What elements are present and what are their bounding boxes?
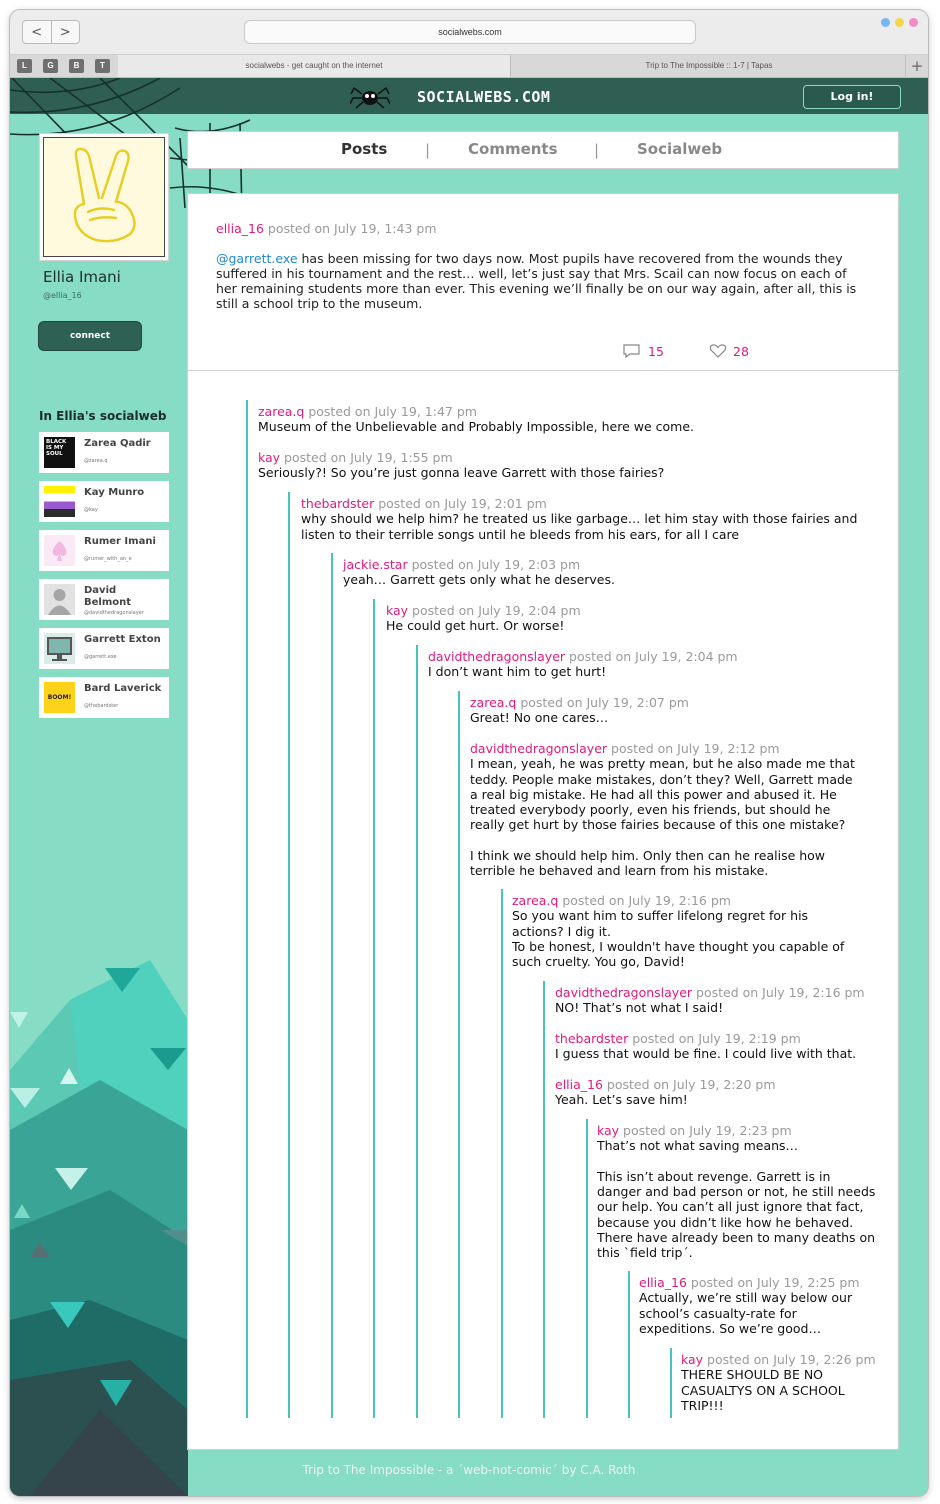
post-mention[interactable]: @garrett.exe (216, 251, 298, 266)
comment-body: why should we help him? he treated us like garbage… let him stay with those fairies and listen to their terrible songs until he bleeds from his ears, for all I care (301, 511, 858, 542)
socialweb-member-zarea[interactable] (39, 432, 169, 473)
post-header (216, 221, 866, 236)
comment-meta: posted on July 19, 1:55 pm (280, 450, 453, 465)
member-handle: @zarea.q (84, 458, 108, 464)
socialweb-member-garrett[interactable] (39, 628, 169, 669)
browser-toolbar (10, 10, 928, 55)
comment-username[interactable]: davidthedragonslayer (555, 985, 693, 1000)
socialweb-member-david[interactable] (39, 579, 169, 620)
member-name: Kay Munro (84, 487, 145, 498)
tab-separator: | (594, 141, 600, 159)
login-button[interactable]: Log in! (803, 85, 901, 109)
comment (386, 603, 876, 634)
post-username[interactable]: ellia_16 (216, 221, 264, 236)
profile-handle: @ellia_16 (43, 291, 82, 300)
post-meta: posted on July 19, 1:43 pm (263, 221, 437, 236)
thread-line-11 (670, 1348, 672, 1418)
member-name: Garrett Exton (84, 634, 161, 645)
spider-logo-icon (350, 82, 390, 112)
comment-body: THERE SHOULD BE NO CASUALTYS ON A SCHOOL TRIP!!! (681, 1367, 845, 1413)
tag-b[interactable]: B (69, 59, 84, 73)
nav-buttons (22, 20, 80, 44)
comment-username[interactable]: kay (597, 1123, 620, 1138)
tab-posts[interactable]: Posts (341, 140, 388, 158)
site-brand[interactable]: SOCIALWEBS.COM (417, 88, 551, 106)
comment-username[interactable]: jackie.star (343, 557, 408, 572)
computer-monitor-icon (44, 633, 75, 664)
member-handle: @rumer_with_an_e (84, 556, 132, 562)
comment-body: That’s not what saving means… This isn’t about revenge. Garrett is in danger and bad person or not, he still needs our help. You can’t all just ignore that fact, because you didn’t like how he behaved. There have already been to many deaths on this `field trip´. (597, 1138, 876, 1261)
thread-line-4 (373, 599, 375, 1418)
comment-meta: posted on July 19, 2:04 pm (565, 649, 738, 664)
window-dot-blue[interactable] (881, 18, 890, 27)
forward-button[interactable]: > (51, 21, 80, 43)
comment (258, 404, 878, 435)
socialweb-title: In Ellia's socialweb (39, 409, 167, 423)
socialweb-member-rumer[interactable] (39, 530, 169, 571)
comment (597, 1123, 877, 1261)
member-name: Zarea Qadir (84, 438, 151, 449)
tab-socialweb[interactable]: Socialweb (637, 140, 723, 158)
comment (428, 649, 878, 680)
socialweb-member-bard[interactable] (39, 677, 169, 718)
comment (301, 496, 866, 542)
comment-body: Yeah. Let’s save him! (555, 1092, 688, 1108)
comment-username[interactable]: zarea.q (470, 695, 517, 710)
thread-line-7 (501, 889, 503, 1418)
member-name: Rumer Imani (84, 536, 156, 547)
comment-meta: posted on July 19, 2:16 pm (692, 985, 865, 1000)
member-name: Bard Laverick (84, 683, 162, 694)
tag-g[interactable]: G (43, 59, 58, 73)
post-text: has been missing for two days now. Most pupils have recovered from the wounds they suffered in his tournament and the rest… well, let’s just say that Mrs. Scail can now focus on each of her remaining students more than ever. This evening we’ll finally be on our way again, after all, this is still a school trip to the museum. (216, 251, 857, 311)
post-body (216, 251, 866, 311)
profile-tabs (187, 131, 899, 169)
socialweb-member-kay[interactable] (39, 481, 169, 522)
spade-icon (44, 535, 75, 566)
comment-meta: posted on July 19, 1:47 pm (304, 404, 477, 419)
thread-line-3 (331, 553, 333, 1418)
comment-body: Museum of the Unbelievable and Probably Impossible, here we come. (258, 419, 695, 435)
main-post (216, 221, 866, 311)
comment (555, 1031, 885, 1062)
nonbinary-flag-icon (44, 486, 75, 517)
comment-username[interactable]: zarea.q (512, 893, 559, 908)
comment-meta: posted on July 19, 2:23 pm (619, 1123, 792, 1138)
thread-line-10 (628, 1271, 630, 1418)
comment-username[interactable]: thebardster (301, 496, 375, 511)
default-user-icon (44, 584, 75, 615)
window-dot-pink[interactable] (909, 18, 918, 27)
comment-username[interactable]: davidthedragonslayer (428, 649, 566, 664)
comment-meta: posted on July 19, 2:16 pm (558, 893, 731, 908)
comment (470, 741, 855, 879)
comment-meta: posted on July 19, 2:26 pm (703, 1352, 876, 1367)
comment (681, 1352, 881, 1413)
window-dot-yellow[interactable] (895, 18, 904, 27)
like-count-value: 28 (733, 343, 749, 359)
comment-body: So you want him to suffer lifelong regret for his actions? I dig it. To be honest, I wouldn't have thought you capable of such cruelty. You go, David! (512, 908, 845, 970)
comment-username[interactable]: zarea.q (258, 404, 305, 419)
window-controls (881, 18, 918, 27)
comment-meta: posted on July 19, 2:19 pm (628, 1031, 801, 1046)
profile-name: Ellia Imani (43, 268, 121, 286)
tab-bar (10, 55, 928, 78)
comment-meta: posted on July 19, 2:07 pm (516, 695, 689, 710)
comment-meta: posted on July 19, 2:03 pm (407, 557, 581, 572)
back-button[interactable]: < (31, 24, 43, 40)
comment (470, 695, 870, 726)
comment-username[interactable]: kay (386, 603, 409, 618)
member-handle: @thebardster (84, 703, 119, 709)
comment-meta: posted on July 19, 2:20 pm (602, 1077, 776, 1092)
heart-icon (709, 343, 727, 359)
connect-button[interactable]: connect (39, 322, 141, 350)
comment-body: I mean, yeah, he was pretty mean, but he also made me that teddy. People make mistakes, don’t they? Well, Garrett made a real big mistake. He had all this power and abused it. He treated everybody poorly, even his friends, but should he really get hurt by those fairies because of this one mistake? I think we should help him. Only then can he realise how terrible he behaved and learn from his mistake. (470, 756, 855, 879)
tag-l[interactable]: L (17, 59, 32, 73)
member-handle: @davidthedragonslayer (84, 610, 144, 616)
browser-tab-socialwebs[interactable]: socialwebs - get caught on the internet (118, 55, 510, 77)
comment (639, 1275, 874, 1336)
thread-line-6 (458, 691, 460, 1418)
thread-line-2 (288, 492, 290, 1418)
comment-body: Seriously?! So you’re just gonna leave Garrett with those fairies? (258, 465, 665, 481)
comment-body: NO! That’s not what I said! (555, 1000, 724, 1016)
triangle-pattern (10, 940, 200, 1496)
browser-window (10, 10, 928, 1496)
comment-count-value: 15 (648, 343, 664, 359)
post-divider (188, 370, 898, 371)
member-handle: @kay (84, 507, 98, 513)
tab-comments[interactable]: Comments (468, 140, 558, 158)
thread-line-9 (586, 1119, 588, 1418)
boom-icon: BOOM! (44, 682, 75, 713)
comment-username[interactable]: kay (681, 1352, 704, 1367)
comment-count[interactable] (622, 343, 664, 359)
comment-body: I don’t want him to get hurt! (428, 664, 607, 680)
comment (343, 557, 873, 588)
footer-credit: Trip to The Impossible - a ´web-not-comic´ by C.A. Roth (302, 1463, 636, 1477)
comment-username[interactable]: davidthedragonslayer (470, 741, 608, 756)
peace-hand-icon (44, 138, 162, 254)
comment-username[interactable]: ellia_16 (555, 1077, 603, 1092)
profile-avatar (39, 133, 169, 261)
comment-username[interactable]: ellia_16 (639, 1275, 687, 1290)
like-count[interactable] (709, 343, 749, 359)
new-tab-button[interactable]: + (905, 55, 928, 77)
comment-body: He could get hurt. Or worse! (386, 618, 565, 634)
comment-username[interactable]: kay (258, 450, 281, 465)
comment-meta: posted on July 19, 2:25 pm (686, 1275, 860, 1290)
comment (555, 985, 885, 1016)
tab-separator: | (425, 141, 431, 159)
thread-line-8 (543, 981, 545, 1418)
comment (555, 1077, 885, 1108)
comment-body: Actually, we’re still way below our school’s casualty-rate for expeditions. So we’re good… (639, 1290, 853, 1336)
comment-username[interactable]: thebardster (555, 1031, 629, 1046)
comment (258, 450, 878, 481)
comment-body: Great! No one cares… (470, 710, 609, 726)
member-handle: @garrett.exe (84, 654, 117, 660)
comment-body: I guess that would be fine. I could live with that. (555, 1046, 857, 1062)
tag-t[interactable]: T (95, 59, 110, 73)
comment (512, 893, 857, 969)
comment-meta: posted on July 19, 2:01 pm (374, 496, 547, 511)
comment-bubble-icon (622, 343, 642, 359)
member-name: David Belmont (84, 585, 132, 608)
zarea-avatar: BLACK IS MY SOUL (44, 437, 75, 468)
comment-meta: posted on July 19, 2:12 pm (607, 741, 780, 756)
thread-line-5 (416, 645, 418, 1418)
comment-meta: posted on July 19, 2:04 pm (408, 603, 581, 618)
thread-line-1 (246, 400, 248, 1418)
browser-tab-tapas[interactable]: Trip to The Impossible :: 1-7 | Tapas (510, 55, 907, 77)
comment-body: yeah… Garrett gets only what he deserves. (343, 572, 615, 588)
address-bar[interactable]: socialwebs.com (244, 20, 696, 44)
